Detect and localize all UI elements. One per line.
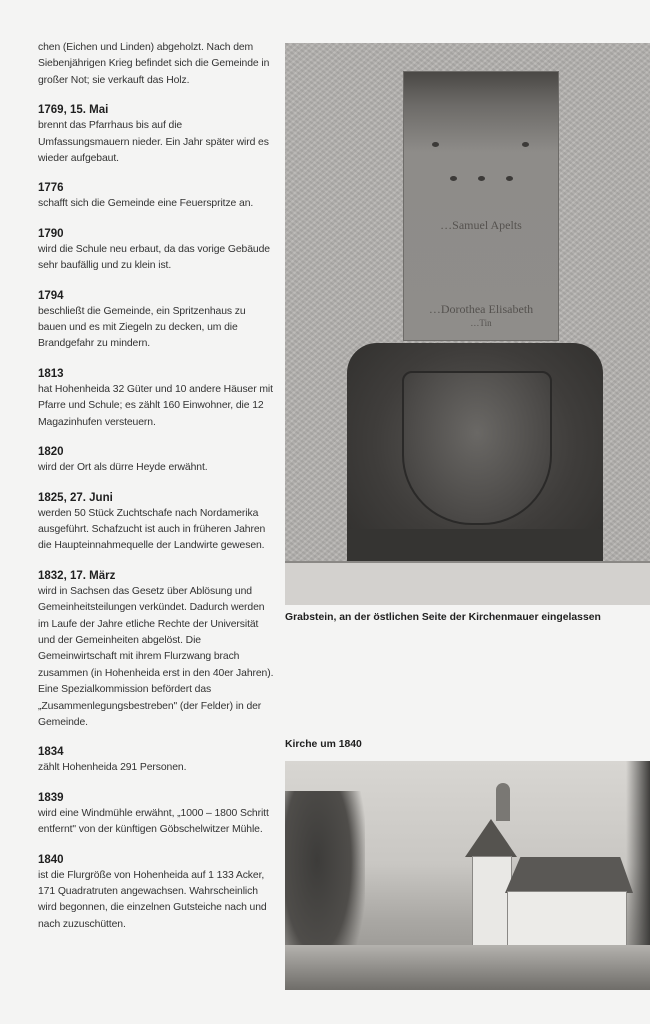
entry-date: 1839 [38,791,64,804]
entry-date: 1813 [38,367,64,380]
timeline-entry-1820 [38,444,276,476]
timeline-entry-1776 [38,180,276,212]
plaque-ornament [506,176,513,181]
church-caption: Kirche um 1840 [285,739,362,750]
gravestone-plaque [403,71,559,341]
church-tower [472,856,512,948]
church-illustration [285,761,650,990]
timeline-entry-1834 [38,744,276,776]
timeline-entry-1825 [38,490,276,555]
entry-date: 1825, 27. Juni [38,491,113,504]
churchyard-ground [285,945,650,990]
coat-of-arms-relief [347,343,603,565]
entry-text: ist die Flurgröße von Hohenheida auf 1 133 Acker, 171 Quadratruten angewachsen. Wahrscheinlich wird begonnen, die einzelnen Gutsteiche nach und nach zuzuschütten. [38,869,267,930]
plaque-ornament [432,142,439,147]
entry-date: 1834 [38,746,64,759]
entry-text: brennt das Pfarrhaus bis auf die Umfassungsmauern nieder. Ein Jahr später wird es wieder aufgebaut. [38,120,269,165]
plaque-inscription: …Samuel Apelts [440,218,522,232]
timeline-column [38,40,276,946]
entry-text: wird der Ort als dürre Heyde erwähnt. [38,462,208,474]
entry-date: 1769, 15. Mai [38,104,109,117]
plaque-ornament [522,142,529,147]
gravestone-caption: Grabstein, an der östlichen Seite der Kirchenmauer eingelassen [285,612,601,623]
plaque-inscription: …Tin [470,318,492,328]
entry-text: beschließt die Gemeinde, ein Spritzenhaus zu bauen und es mit Ziegeln zu decken, um die Brandgefahr zu mindern. [38,305,246,350]
entry-date: 1832, 17. März [38,569,116,582]
church-nave-roof [505,857,633,893]
timeline-entry-1790 [38,226,276,275]
timeline-entry-1769 [38,102,276,167]
entry-text: wird die Schule neu erbaut, da das vorige Gebäude sehr baufällig und zu klein ist. [38,243,270,272]
timeline-entry-1813 [38,366,276,431]
entry-date: 1776 [38,182,64,195]
timeline-entry-1840 [38,852,276,934]
entry-text: hat Hohenheida 32 Güter und 10 andere Häuser mit Pfarre und Schule; es zählt 160 Einwohner, die 12 Magazinhufen versteuern. [38,383,273,428]
timeline-entry-1839 [38,790,276,839]
entry-date: 1790 [38,227,64,240]
entry-text: werden 50 Stück Zuchtschafe nach Nordamerika ausgeführt. Schafzucht ist auch in früheren Jahren die Haupteinnahmequelle der Landwirte gewesen. [38,507,266,552]
timeline-entry-1794 [38,288,276,353]
timeline-entry-1832 [38,568,276,732]
church-tower-roof [465,819,517,857]
entry-date: 1840 [38,853,64,866]
plaque-ornament [450,176,457,181]
entry-date: 1794 [38,289,64,302]
plaque-ornament [478,176,485,181]
church-tower-lantern [496,783,510,821]
church-nave [507,891,627,949]
entry-date: 1820 [38,446,64,459]
relief-base [347,529,603,565]
intro-text: chen (Eichen und Linden) abgeholzt. Nach dem Siebenjährigen Krieg befindet sich die Gemeinde in großer Not; sie verkauft das Holz. [38,42,270,86]
entry-text: zählt Hohenheida 291 Personen. [38,762,187,774]
shield-relief [402,371,552,525]
timeline-intro [38,40,276,89]
gravestone-photo [285,43,650,605]
entry-text: wird eine Windmühle erwähnt, „1000 – 1800 Schritt entfernt" von der künftigen Göbschelwitzer Mühle. [38,807,269,836]
entry-text: schafft sich die Gemeinde eine Feuerspritze an. [38,198,254,210]
wall-ledge [285,561,650,605]
plaque-inscription: …Dorothea Elisabeth [428,302,534,316]
entry-text: wird in Sachsen das Gesetz über Ablösung und Gemeinheitsteilungen verkündet. Dadurch werden im Laufe der Jahre etliche Rechte der Universität und der Gemeinheiten abgelöst. Die Gemeinwirtschaft mit ihrem Flurzwang brach zusammen (in Hohenheida erst in den 40er Jahren). Eine Spezialkommission befördert das „Zusammenlegungsbestreben" (der Felder) in der Gemeinde. [38,585,274,728]
